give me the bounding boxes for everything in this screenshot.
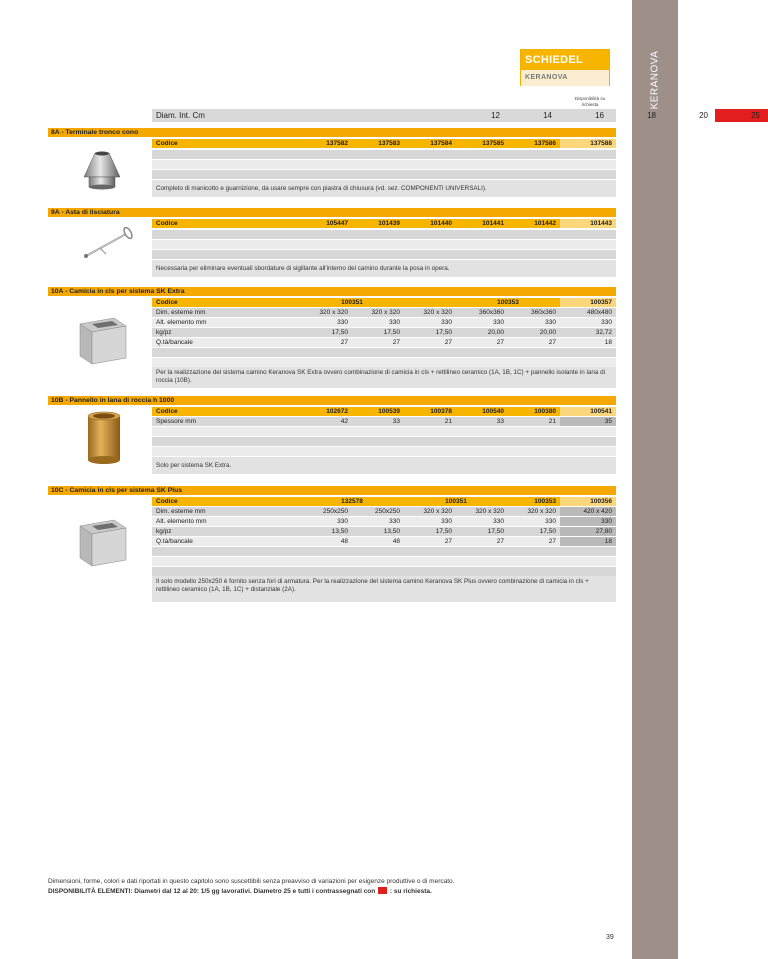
value-cell: 32,72 [595, 329, 612, 336]
value-cell: 21 [548, 418, 556, 425]
side-label: KERANOVA [649, 50, 661, 110]
value-cell: 420 x 420 [560, 507, 616, 516]
value-cell: 48 [392, 538, 400, 545]
blank-row [152, 150, 616, 159]
data-row [152, 318, 616, 327]
code-cell: 100353 [497, 299, 519, 306]
value-cell: 27 [340, 339, 348, 346]
footer-availability [48, 887, 608, 897]
codice-row [152, 298, 616, 307]
value-cell: 48 [340, 538, 348, 545]
blank-row [152, 567, 616, 576]
row-label: Spessore mm [156, 418, 197, 425]
value-cell: 27 [392, 339, 400, 346]
data-row [152, 507, 616, 516]
blank-row [152, 358, 616, 367]
value-cell: 18 [560, 537, 616, 546]
value-cell: 330 [441, 319, 452, 326]
code-cell: 137588 [560, 139, 616, 148]
value-cell: 330 [493, 518, 504, 525]
row-label: Q.tà/bancale [156, 538, 193, 545]
codice-label: Codice [156, 498, 178, 505]
value-cell: 27 [444, 339, 452, 346]
code-cell: 137586 [534, 140, 556, 147]
value-cell: 33 [496, 418, 504, 425]
value-cell: 17,50 [487, 528, 504, 535]
code-cell: 100541 [560, 407, 616, 416]
row-label: Dim. esterne mm [156, 508, 206, 515]
diameter-value: 16 [595, 111, 604, 120]
value-cell: 13,50 [331, 528, 348, 535]
value-cell: 27 [496, 538, 504, 545]
value-cell: 27 [444, 538, 452, 545]
codice-label: Codice [156, 299, 178, 306]
blank-row [152, 427, 616, 436]
diameter-value: 14 [543, 111, 552, 120]
value-cell: 17,50 [435, 528, 452, 535]
section-header-10b: 10B - Pannello in lana di roccia h 1000 [48, 396, 616, 405]
value-cell: 320 x 320 [423, 508, 452, 515]
value-cell: 320 x 320 [319, 309, 348, 316]
diameter-value: 20 [699, 111, 708, 120]
code-cell: 100351 [445, 498, 467, 505]
diameter-value: 12 [491, 111, 500, 120]
section-header-8a: 8A - Terminale tronco cono [48, 128, 616, 137]
codice-row [152, 407, 616, 416]
code-cell: 100351 [341, 299, 363, 306]
data-row [152, 308, 616, 317]
codice-row [152, 219, 616, 228]
data-row [152, 328, 616, 337]
code-cell: 100356 [560, 497, 616, 506]
blank-row [152, 437, 616, 446]
value-cell: 13,50 [383, 528, 400, 535]
value-cell: 17,50 [331, 329, 348, 336]
row-label: kg/pz [156, 528, 172, 535]
code-cell: 101439 [378, 220, 400, 227]
concrete-block-plus-image [72, 514, 130, 570]
codice-label: Codice [156, 140, 178, 147]
code-cell: 100380 [534, 408, 556, 415]
value-cell: 250x250 [375, 508, 400, 515]
code-cell: 137582 [326, 140, 348, 147]
code-cell: 100378 [430, 408, 452, 415]
code-cell: 101443 [560, 219, 616, 228]
footer-availability-tail: : su richiesta. [389, 888, 432, 895]
value-cell: 27 [496, 339, 504, 346]
value-cell: 17,50 [383, 329, 400, 336]
value-cell: 330 [389, 319, 400, 326]
value-cell: 33 [392, 418, 400, 425]
codice-row [152, 139, 616, 148]
value-cell: 17,50 [539, 528, 556, 535]
codice-label: Codice [156, 408, 178, 415]
value-cell: 250x250 [323, 508, 348, 515]
side-band [632, 0, 678, 959]
row-label: Dim. esterne mm [156, 309, 206, 316]
note-8a: Completo di manicotto e guarnizione, da usare sempre con piastra di chiusura (vd. sez. COMPONENTI UNIVERSALI). [152, 180, 616, 197]
row-label: kg/pz [156, 329, 172, 336]
blank-row [152, 557, 616, 566]
code-cell: 100357 [560, 298, 616, 307]
blank-row [152, 348, 616, 357]
code-cell: 100353 [534, 498, 556, 505]
value-cell: 20,00 [539, 329, 556, 336]
logo-brand: SCHIEDEL [521, 50, 609, 70]
value-cell: 330 [545, 518, 556, 525]
footer [48, 877, 608, 897]
row-label: Alt. elemento mm [156, 319, 207, 326]
data-row [152, 338, 616, 347]
value-cell: 320 x 320 [423, 309, 452, 316]
code-cell: 101440 [430, 220, 452, 227]
code-cell: 101441 [482, 220, 504, 227]
availability-note: Disponibilità su richiesta [574, 96, 606, 107]
row-label: Q.tà/bancale [156, 339, 193, 346]
value-cell: 330 [337, 319, 348, 326]
value-cell: 17,50 [435, 329, 452, 336]
section-header-9a: 9A - Asta di lisciatura [48, 208, 616, 217]
value-cell: 320 x 320 [475, 508, 504, 515]
data-row [152, 417, 616, 426]
value-cell: 42 [340, 418, 348, 425]
value-cell: 18 [604, 339, 612, 346]
diameter-row [152, 109, 760, 122]
value-cell: 480x480 [587, 309, 612, 316]
page-number: 39 [606, 934, 614, 941]
value-cell: 330 [545, 319, 556, 326]
diameter-value: 25 [751, 111, 760, 120]
value-cell: 330 [389, 518, 400, 525]
blank-row [152, 230, 616, 239]
value-cell: 27 [548, 339, 556, 346]
value-cell: 330 [560, 517, 616, 526]
data-row [152, 527, 616, 536]
value-cell: 21 [444, 418, 452, 425]
data-row [152, 517, 616, 526]
note-10a: Per la realizzazione del sistema camino Keranova SK Extra ovvero combinazione di camicia in cls + rettilineo ceramico (1A, 1B, 1C) + pannello isolante in lana di roccia (10B). [152, 367, 616, 388]
note-9a: Necessaria per eliminare eventuali sbordature di sigillante all'interno del camino durante la posa in opera. [152, 260, 616, 277]
footer-availability-text: DISPONIBILITÀ ELEMENTI: Diametri dal 12 al 20: 1/5 gg lavorativi. Diametro 25 e tutti i contrassegnati con [48, 888, 376, 895]
note-10b: Solo per sistema SK Extra. [152, 457, 616, 474]
terminale-cone-image [80, 151, 124, 191]
codice-label: Codice [156, 220, 178, 227]
diameter-label: Diam. Int. Cm [156, 111, 205, 120]
code-cell: 101442 [534, 220, 556, 227]
code-cell: 100540 [482, 408, 504, 415]
section-header-10c: 10C - Camicia in cls per sistema SK Plus [48, 486, 616, 495]
blank-row [152, 250, 616, 259]
blank-row [152, 240, 616, 249]
blank-row [152, 447, 616, 456]
data-row [152, 537, 616, 546]
code-cell: 102672 [326, 408, 348, 415]
value-cell: 360x360 [531, 309, 556, 316]
value-cell: 35 [560, 417, 616, 426]
concrete-block-image [72, 312, 130, 368]
smoothing-rod-image [80, 226, 136, 262]
note-10c: Il solo modello 250x250 è fornito senza fori di armatura. Per la realizzazione del sistema camino Keranova SK Plus ovvero combinazione di camicia in cls + rettilineo ceramico (1A, 1B, 1C) + distanziale (2A). [152, 576, 616, 602]
value-cell: 27,80 [560, 527, 616, 536]
value-cell: 330 [601, 319, 612, 326]
value-cell: 330 [337, 518, 348, 525]
code-cell: 105447 [326, 220, 348, 227]
value-cell: 360x360 [479, 309, 504, 316]
blank-row [152, 160, 616, 169]
section-header-10a: 10A - Camicia in cls per sistema SK Extra [48, 287, 616, 296]
code-cell: 137584 [430, 140, 452, 147]
diameter-value: 18 [647, 111, 656, 120]
on-request-marker [378, 887, 387, 894]
value-cell: 20,00 [487, 329, 504, 336]
blank-row [152, 547, 616, 556]
blank-row [152, 170, 616, 179]
rock-wool-panel-image [82, 410, 126, 466]
code-cell: 137585 [482, 140, 504, 147]
footer-disclaimer: Dimensioni, forme, colori e dati riportati in questo capitolo sono suscettibili senza preavviso di variazioni per esigenze produttive o di mercato. [48, 878, 455, 885]
value-cell: 320 x 320 [371, 309, 400, 316]
codice-row [152, 497, 616, 506]
logo-line: KERANOVA [521, 70, 609, 86]
row-label: Alt. elemento mm [156, 518, 207, 525]
code-cell: 100539 [378, 408, 400, 415]
code-cell: 132578 [341, 498, 363, 505]
value-cell: 330 [493, 319, 504, 326]
value-cell: 330 [441, 518, 452, 525]
schiedel-logo [520, 49, 610, 86]
value-cell: 320 x 320 [527, 508, 556, 515]
value-cell: 27 [548, 538, 556, 545]
code-cell: 137583 [378, 140, 400, 147]
